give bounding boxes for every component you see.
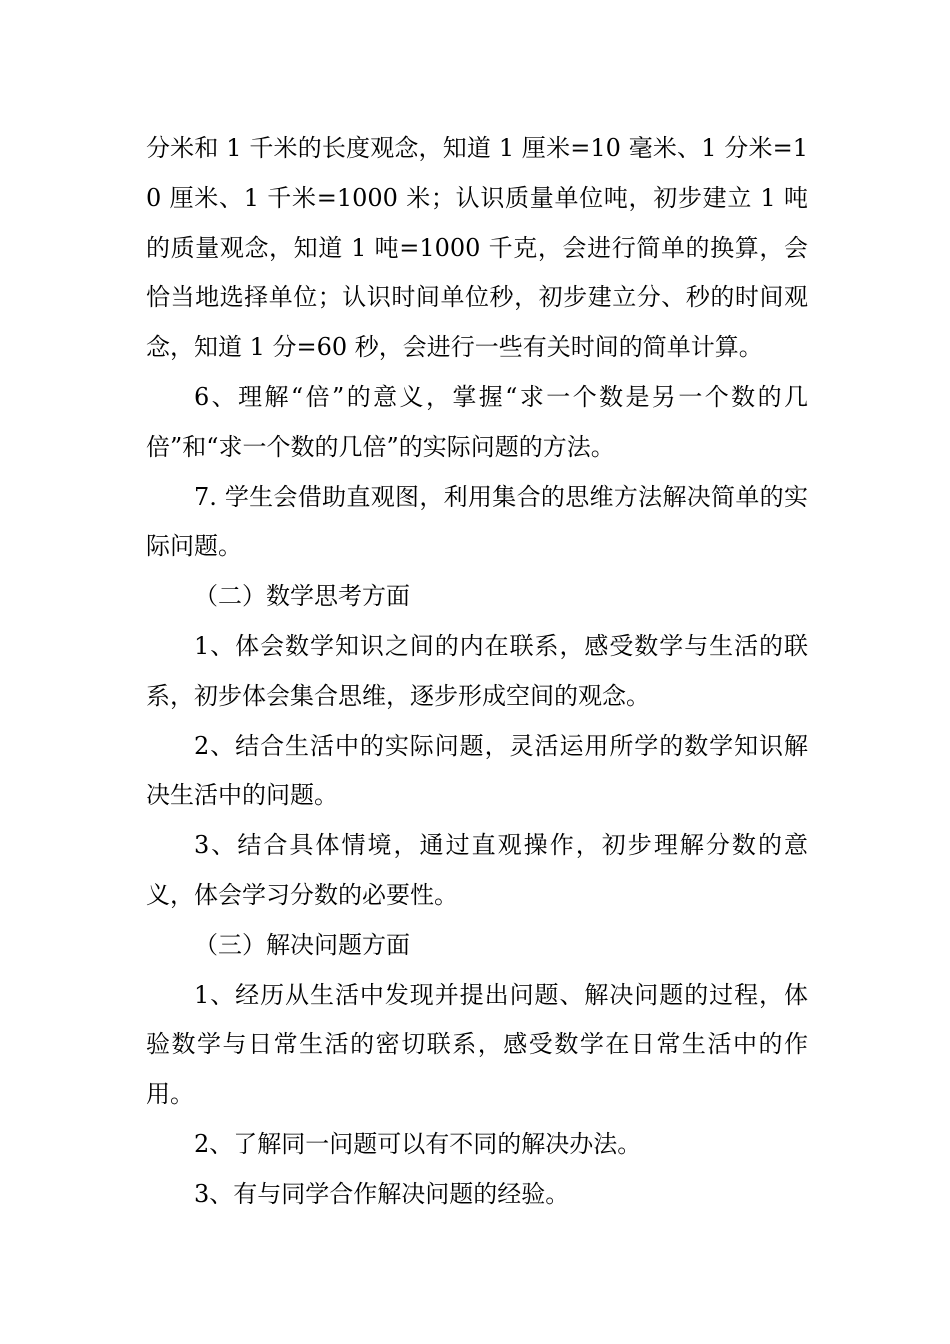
section-heading-math-thinking: （二）数学思考方面: [194, 582, 410, 611]
paragraph-solving-1: 1、经历从生活中发现并提出问题、解决问题的过程，体验数学与日常生活的密切联系，感受数学在日常生活中的作用。: [146, 980, 808, 1109]
paragraph-thinking-2: 2、结合生活中的实际问题，灵活运用所学的数学知识解决生活中的问题。: [146, 731, 808, 810]
paragraph-solving-3: 3、有与同学合作解决问题的经验。: [194, 1179, 570, 1208]
paragraph-thinking-3: 3、结合具体情境，通过直观操作，初步理解分数的意义，体会学习分数的必要性。: [146, 831, 808, 909]
paragraph-item-6: 6、理解“倍”的意义，掌握“求一个数是另一个数的几倍”和“求一个数的几倍”的实际问题的方法。: [146, 382, 808, 461]
paragraph-thinking-1: 1、体会数学知识之间的内在联系，感受数学与生活的联系，初步体会集合思维，逐步形成空间的观念。: [146, 631, 808, 710]
paragraph-item-7: 7. 学生会借助直观图，利用集合的思维方法解决简单的实际问题。: [146, 482, 808, 561]
document-page: [146, 124, 808, 1220]
section-heading-problem-solving: （三）解决问题方面: [194, 930, 410, 959]
paragraph-solving-2: 2、了解同一问题可以有不同的解决办法。: [194, 1129, 642, 1158]
paragraph-units-continued: 分米和 1 千米的长度观念，知道 1 厘米=10 毫米、1 分米=10 厘米、1 千米=1000 米；认识质量单位吨，初步建立 1 吨的质量观念，知道 1 吨=1000 千克，会进行简单的换算，会恰当地选择单位；认识时间单位秒，初步建立分、秒的时间观念，知道 1 分=60 秒，会进行一些有关时间的简单计算。: [146, 134, 808, 362]
